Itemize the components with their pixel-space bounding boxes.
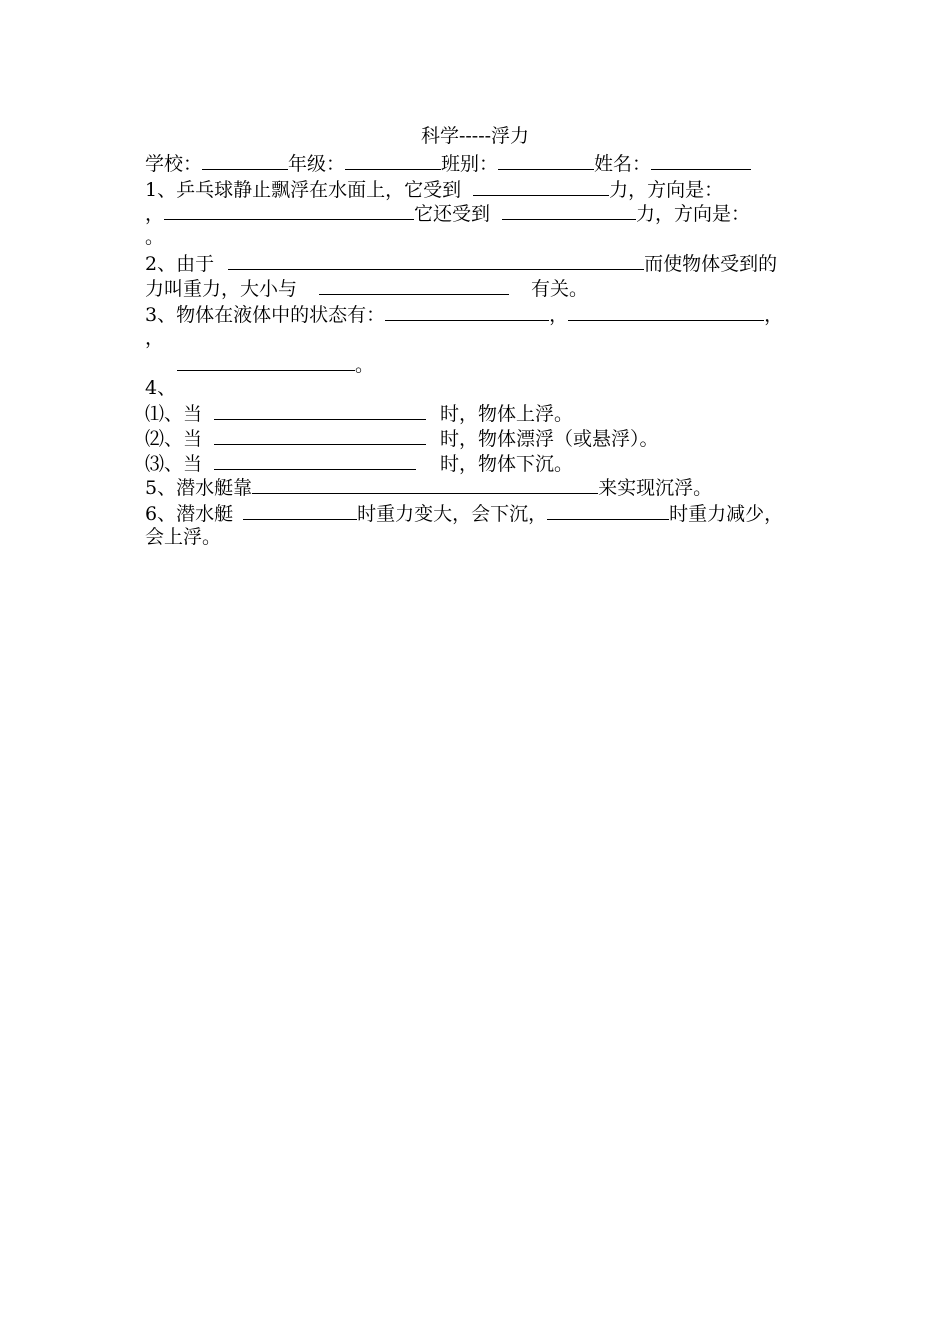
q2-text-2: 而使物体受到的 xyxy=(644,253,778,275)
q5-text: 5、潜水艇靠 xyxy=(145,477,253,499)
q3-comma-2: ， xyxy=(764,304,784,326)
question-3-line-3 xyxy=(145,351,374,375)
q6-text: 6、潜水艇 xyxy=(145,503,234,525)
q4-item-1-prefix: ⑴、当 xyxy=(145,403,203,425)
q2-text-4: 有关。 xyxy=(531,278,589,300)
q4-text: 4、 xyxy=(145,377,177,399)
q1-blank-force-2[interactable] xyxy=(502,200,636,220)
class-blank[interactable] xyxy=(498,150,594,170)
question-2-line-1 xyxy=(145,250,777,274)
question-4-label xyxy=(145,376,176,400)
q2-text-3: 力叫重力，大小与 xyxy=(145,278,298,300)
name-blank[interactable] xyxy=(651,150,751,170)
question-4-item-3 xyxy=(145,450,573,474)
question-4-item-1 xyxy=(145,400,573,424)
q1-period: 。 xyxy=(145,226,165,248)
q4-item-3-prefix: ⑶、当 xyxy=(145,453,203,475)
question-1-line-3 xyxy=(145,225,164,249)
school-label: 学校： xyxy=(145,153,203,175)
question-3-line-1 xyxy=(145,301,783,325)
q3-blank-state-1[interactable] xyxy=(385,301,549,321)
q6-blank-1[interactable] xyxy=(243,500,357,520)
q3-comma-1: ， xyxy=(549,304,569,326)
q2-blank-factor[interactable] xyxy=(319,275,509,295)
q5-blank-method[interactable] xyxy=(252,474,598,494)
q4-item-2-blank[interactable] xyxy=(214,425,426,445)
q4-item-3-blank[interactable] xyxy=(214,450,416,470)
q4-item-1-blank[interactable] xyxy=(214,400,426,420)
question-1-line-2 xyxy=(145,200,750,224)
q2-blank-reason[interactable] xyxy=(228,250,644,270)
q3-period: 。 xyxy=(355,354,375,376)
question-6-line-1 xyxy=(145,500,783,524)
q4-item-1-suffix: 时，物体上浮。 xyxy=(440,403,574,425)
question-3-line-2 xyxy=(145,326,164,350)
q1-direction-label-1: 力，方向是： xyxy=(609,179,724,201)
q2-text: 2、由于 xyxy=(145,253,215,275)
question-6-line-2 xyxy=(145,525,221,549)
page-title: 科学-----浮力 xyxy=(420,125,530,147)
q5-text-2: 来实现沉浮。 xyxy=(598,477,713,499)
question-5-line xyxy=(145,474,712,498)
question-4-item-2 xyxy=(145,425,659,449)
question-2-line-2 xyxy=(145,275,588,299)
q4-item-2-suffix: 时，物体漂浮（或悬浮）。 xyxy=(440,428,659,450)
header-row xyxy=(145,150,751,174)
class-label: 班别： xyxy=(441,153,499,175)
q1-blank-direction-1[interactable] xyxy=(164,200,414,220)
school-blank[interactable] xyxy=(202,150,288,170)
name-label: 姓名： xyxy=(594,153,652,175)
q1-blank-force-1[interactable] xyxy=(473,176,609,196)
q3-blank-state-3[interactable] xyxy=(177,351,355,371)
q1-comma: ， xyxy=(145,203,165,225)
q1-direction-label-2: 力，方向是： xyxy=(636,203,751,225)
q3-text: 3、物体在液体中的状态有： xyxy=(145,304,386,326)
q6-text-4: 会上浮。 xyxy=(145,526,222,548)
q6-text-2: 时重力变大，会下沉， xyxy=(357,503,548,525)
question-1-line-1 xyxy=(145,176,723,200)
q1-text-2: 它还受到 xyxy=(414,203,491,225)
q3-blank-state-2[interactable] xyxy=(568,301,764,321)
grade-label: 年级： xyxy=(288,153,346,175)
grade-blank[interactable] xyxy=(345,150,441,170)
q6-text-3: 时重力减少， xyxy=(669,503,784,525)
q1-text: 1、乒乓球静止飘浮在水面上，它受到 xyxy=(145,179,462,201)
q4-item-2-prefix: ⑵、当 xyxy=(145,428,203,450)
q3-comma-3: ， xyxy=(145,327,165,349)
q6-blank-2[interactable] xyxy=(547,500,669,520)
q4-item-3-suffix: 时，物体下沉。 xyxy=(440,453,574,475)
